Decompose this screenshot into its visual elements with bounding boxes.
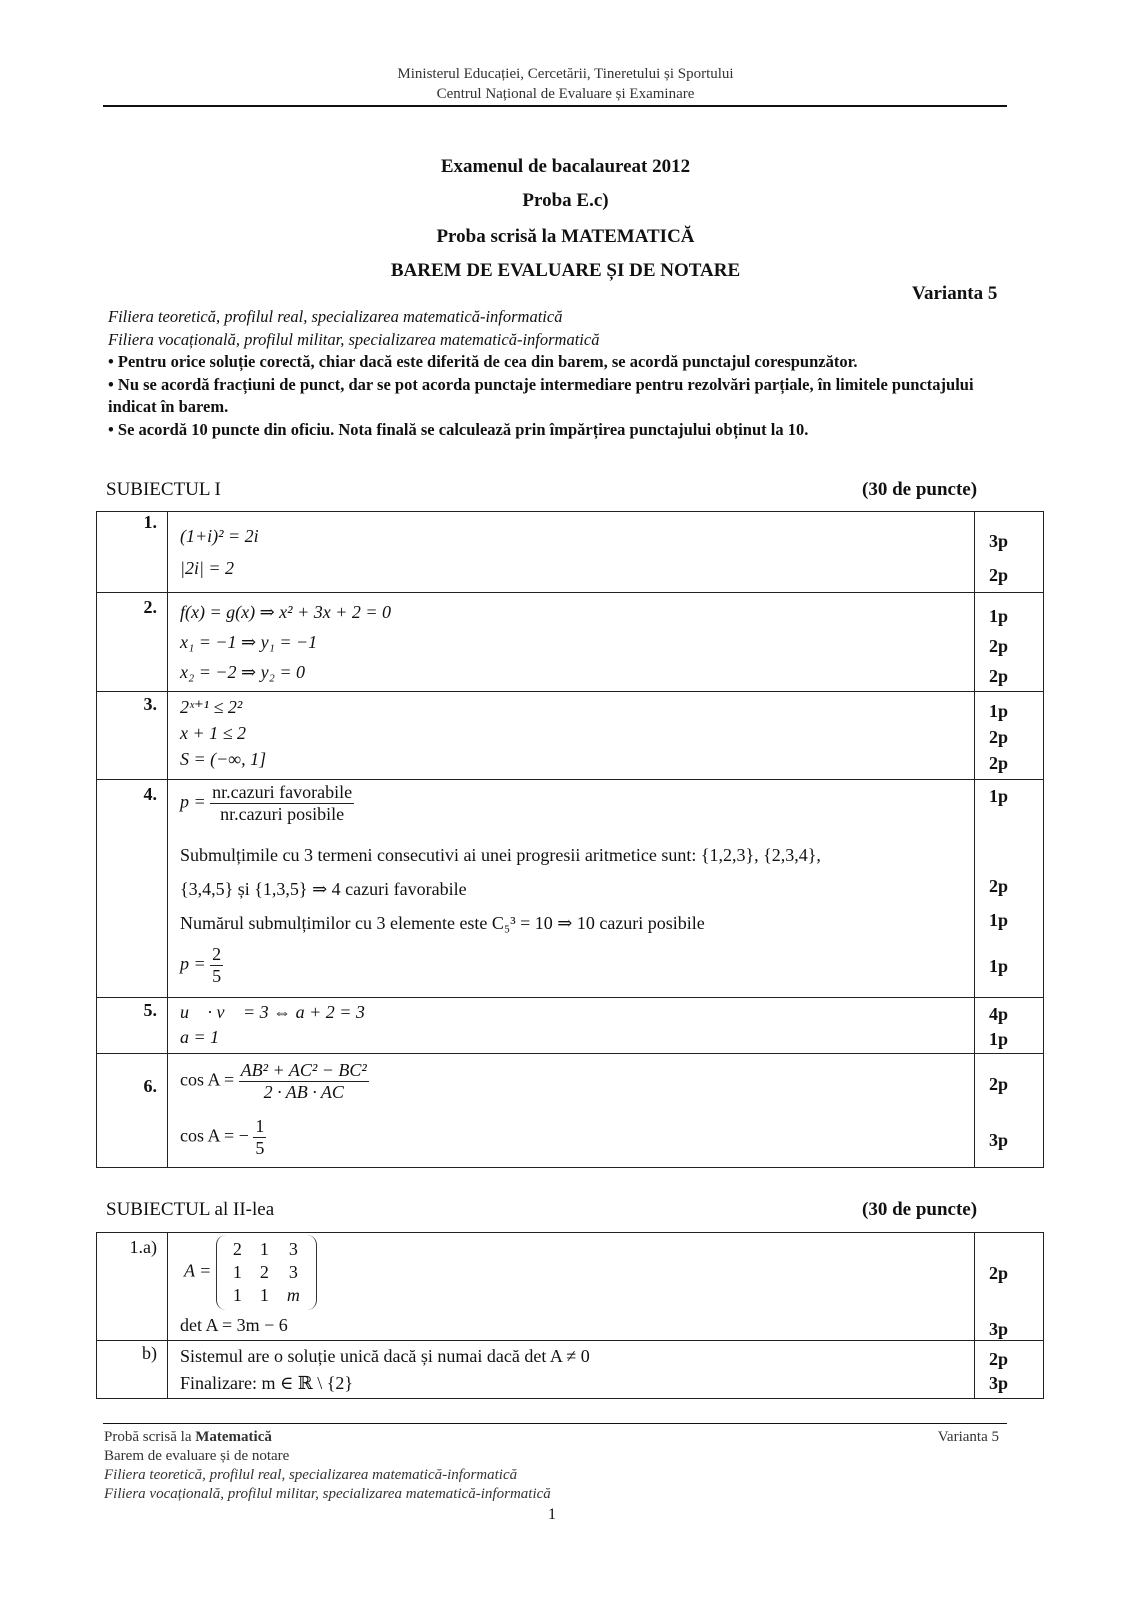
- table-row: [97, 1233, 1044, 1341]
- points-value: 2p: [989, 1349, 1009, 1369]
- page-number: 1: [548, 1506, 556, 1523]
- footer-variant: Varianta 5: [937, 1429, 999, 1445]
- item-number: 1.: [97, 512, 168, 593]
- table-row: [97, 593, 1044, 692]
- solution-line: a = 1: [180, 1027, 220, 1047]
- rule-3: • Se acordă 10 puncte din oficiu. Nota finală se calculează prin împărțirea punctajului obținut la 10.: [108, 419, 809, 439]
- item-number: 4.: [97, 780, 168, 998]
- table-row: [97, 998, 1044, 1054]
- filiera-2: Filiera vocațională, profilul militar, specializarea matematică-informatică: [108, 329, 600, 349]
- points-value: 3p: [989, 1130, 1009, 1150]
- points-value: 2p: [989, 1263, 1009, 1283]
- points-value: 3p: [989, 1319, 1009, 1339]
- fraction: $\frac{\text{nr.cazuri favorabile}}{\text{nr.cazuri posibile}}$: [212, 782, 353, 824]
- section-1-title: SUBIECTUL I: [106, 479, 221, 500]
- proba-title: Proba E.c): [522, 190, 609, 211]
- solution-line: Submulțimile cu 3 termeni consecutivi ai unei progresii aritmetice sunt: {1,2,3}, {2,3,4},: [180, 845, 821, 865]
- fraction: $\frac{\text{AB² + AC² − BC²}}{2 \cdot AB \cdot AC}$: [240, 1060, 367, 1102]
- footer-rule: [103, 1423, 1007, 1424]
- section-1-points: (30 de puncte): [862, 479, 978, 500]
- points-value: 2p: [989, 565, 1009, 585]
- matrix-a: 2 1 3 1 2 3 1 1 m: [216, 1235, 317, 1310]
- table-row: [97, 780, 1044, 998]
- solution-line: x₁ = −1 ⇒ y₁ = −1: [180, 632, 318, 652]
- points-value: 1p: [989, 786, 1009, 806]
- points-value: 1p: [989, 606, 1009, 626]
- probability-result: p = $\frac{2}{5}$: [180, 944, 222, 986]
- points-value: 2p: [989, 666, 1009, 686]
- item-number: 2.: [97, 593, 168, 692]
- points-value: 3p: [989, 1373, 1009, 1393]
- matrix-definition: A = 2 1 3 1 2 3 1 1 m: [180, 1235, 974, 1315]
- solution-line: det A = 3m − 6: [180, 1315, 288, 1335]
- points-value: 3p: [989, 531, 1009, 551]
- barem-title: BAREM DE EVALUARE ȘI DE NOTARE: [390, 260, 741, 281]
- points-value: 2p: [989, 636, 1009, 656]
- points-value: 1p: [989, 956, 1009, 976]
- points-value: 2p: [989, 753, 1009, 773]
- section-2-table: [96, 1232, 1044, 1399]
- points-value: 1p: [989, 701, 1009, 721]
- solution-line: |2i| = 2: [180, 558, 235, 578]
- variant-label: Varianta 5: [912, 283, 998, 304]
- header-rule: [103, 105, 1007, 107]
- center-header: Centrul Național de Evaluare și Examinare: [436, 86, 695, 102]
- solution-line: u⃗ · v⃗ = 3 ⇔ a + 2 = 3: [180, 1002, 365, 1022]
- solution-line: Numărul submulțimilor cu 3 elemente este C₅³ = 10 ⇒ 10 cazuri posibile: [180, 913, 705, 933]
- probability-formula: p = $\frac{\text{nr.cazuri favorabile}}{\text{nr.cazuri posibile}}$: [180, 782, 353, 824]
- points-value: 2p: [989, 1074, 1009, 1094]
- points-value: 4p: [989, 1004, 1009, 1024]
- solution-line: S = (−∞, 1]: [180, 749, 267, 769]
- solution-line: Finalizare: m ∈ ℝ \ {2}: [180, 1373, 354, 1393]
- solution-line: x₂ = −2 ⇒ y₂ = 0: [180, 662, 306, 682]
- rule-1: • Pentru orice soluție corectă, chiar dacă este diferită de cea din barem, se acordă punctajul corespunzător.: [108, 352, 858, 371]
- section-1-table: [96, 511, 1044, 1168]
- solution-line: x + 1 ≤ 2: [180, 723, 247, 743]
- footer-block: Probă scrisă la Matematică Varianta 5 Barem de evaluare și de notare Filiera teoretică, profilul real, specializarea matematică-informatică Filiera vocațională, profilul militar, specializarea matematică-informatică: [104, 1429, 999, 1502]
- item-number: b): [97, 1341, 168, 1399]
- exam-title: Examenul de bacalaureat 2012: [440, 156, 691, 177]
- item-number: 5.: [97, 998, 168, 1054]
- intro-block: [108, 306, 1008, 441]
- points-value: 2p: [989, 876, 1009, 896]
- solution-line: (1+i)² = 2i: [180, 526, 259, 546]
- table-row: [97, 512, 1044, 593]
- points-value: 2p: [989, 727, 1009, 747]
- points-value: 1p: [989, 1029, 1009, 1049]
- fraction: $\frac{2}{5}$: [212, 944, 222, 986]
- table-row: [97, 1341, 1044, 1399]
- item-number: 3.: [97, 692, 168, 780]
- section-2-title: SUBIECTUL al II-lea: [106, 1199, 275, 1220]
- filiera-1: Filiera teoretică, profilul real, specializarea matematică-informatică: [108, 307, 563, 326]
- table-row: [97, 692, 1044, 780]
- solution-line: {3,4,5} și {1,3,5} ⇒ 4 cazuri favorabile: [180, 879, 467, 899]
- solution-line: f(x) = g(x) ⇒ x² + 3x + 2 = 0: [180, 602, 391, 622]
- points-value: 1p: [989, 910, 1009, 930]
- table-row: [97, 1054, 1044, 1168]
- fraction: $\frac{1}{5}$: [255, 1116, 265, 1158]
- solution-line: Sistemul are o soluție unică dacă și numai dacă det A ≠ 0: [180, 1346, 590, 1366]
- section-2-points: (30 de puncte): [862, 1199, 978, 1220]
- cosine-formula: cos A = $\frac{\text{AB² + AC² − BC²}}{2 \cdot AB \cdot AC}$: [180, 1060, 367, 1102]
- rule-2: • Nu se acordă fracțiuni de punct, dar se pot acorda punctaje intermediare pentru rezolvări parțiale, în limitele punctajului indicat în barem.: [108, 374, 974, 416]
- solution-line: 2ˣ⁺¹ ≤ 2²: [180, 697, 243, 717]
- cosine-result: cos A = − $\frac{1}{5}$: [180, 1116, 265, 1158]
- item-number: 1.a): [97, 1233, 168, 1341]
- ministry-header: Ministerul Educației, Cercetării, Tineretului și Sportului: [397, 66, 734, 82]
- subject-title: Proba scrisă la MATEMATICĂ: [436, 226, 695, 247]
- item-number: 6.: [97, 1054, 168, 1168]
